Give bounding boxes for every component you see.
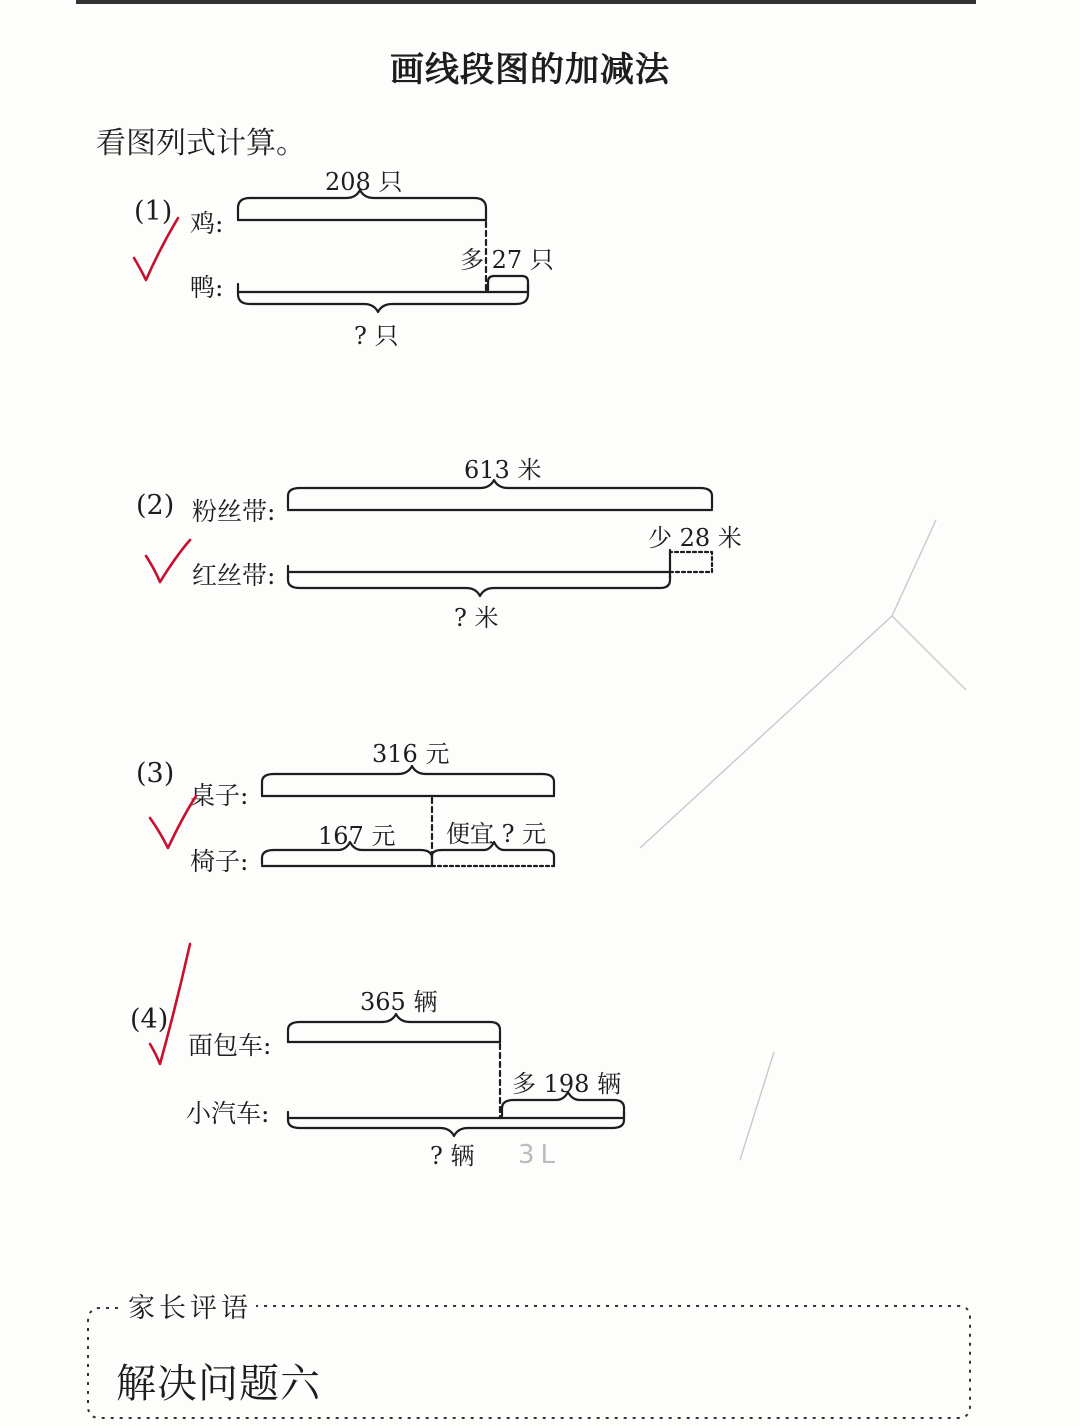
problem-3-number: (3) xyxy=(136,758,175,789)
problem-2-diagram xyxy=(288,480,712,596)
problem-1-number: (1) xyxy=(134,196,173,227)
parent-comment-text: 解决问题六 xyxy=(116,1361,321,1407)
problem-1-diagram xyxy=(238,190,528,312)
problem-4-diff-brace xyxy=(502,1092,624,1116)
instruction: 看图列式计算。 xyxy=(96,126,306,161)
problem-3-diagram xyxy=(262,766,554,866)
problem-4-diff-quantity: 多 198 辆 xyxy=(512,1070,622,1098)
problem-4-handwritten-note: 3L xyxy=(518,1140,562,1170)
check-mark-2-icon xyxy=(146,540,190,582)
problem-4-label-van: 面包车: xyxy=(188,1031,272,1060)
problem-2-label-red-ribbon: 红丝带: xyxy=(192,561,276,590)
problem-2-red-end-ticks xyxy=(288,550,670,578)
problem-3-diff-quantity: 便宜 ? 元 xyxy=(446,820,547,848)
problem-4-bottom-quantity: ? 辆 xyxy=(430,1142,475,1170)
problem-3-label-table: 桌子: xyxy=(190,781,249,810)
problem-1-diff-brace xyxy=(488,276,528,290)
problem-2-label-pink-ribbon: 粉丝带: xyxy=(192,497,276,526)
check-mark-1-icon xyxy=(134,218,178,280)
problem-3-part-quantity: 167 元 xyxy=(318,822,396,850)
problem-1-label-chicken: 鸡: xyxy=(190,209,224,238)
check-mark-4-icon xyxy=(150,944,190,1064)
problem-4-diagram xyxy=(288,1014,624,1136)
problem-2-diff-segment xyxy=(670,552,712,572)
problem-4-number: (4) xyxy=(130,1004,169,1035)
problem-4-top-quantity: 365 辆 xyxy=(360,988,438,1016)
problem-1-top-brace xyxy=(238,190,486,220)
problem-2-bottom-quantity: ? 米 xyxy=(454,604,499,632)
check-mark-3-icon xyxy=(150,796,196,848)
problem-2-number: (2) xyxy=(136,490,175,521)
problem-3-diff-brace xyxy=(432,842,554,866)
problem-3-label-chair: 椅子: xyxy=(190,847,249,876)
problem-1-top-quantity: 208 只 xyxy=(325,168,403,196)
problem-2-diff-quantity: 少 28 米 xyxy=(648,524,742,552)
problem-4-bottom-brace xyxy=(288,1112,624,1136)
problem-2-top-quantity: 613 米 xyxy=(464,456,542,484)
problem-2-top-brace xyxy=(288,480,712,508)
problem-3-top-brace xyxy=(262,766,554,796)
problem-1-bottom-quantity: ? 只 xyxy=(354,322,399,350)
scan-fold-line xyxy=(640,520,966,1160)
problem-3-top-quantity: 316 元 xyxy=(372,740,450,768)
parent-comment-heading: 家长评语 xyxy=(124,1286,256,1325)
problem-3-part-brace xyxy=(262,842,432,864)
problem-1-diff-quantity: 多 27 只 xyxy=(460,246,554,274)
problem-1-label-duck: 鸭: xyxy=(190,273,224,302)
problem-4-top-brace xyxy=(288,1014,500,1042)
problem-2-bottom-brace xyxy=(288,576,670,596)
page-title: 画线段图的加减法 xyxy=(390,50,670,90)
problem-1-bottom-brace xyxy=(238,284,528,312)
problem-4-label-car: 小汽车: xyxy=(186,1099,270,1128)
